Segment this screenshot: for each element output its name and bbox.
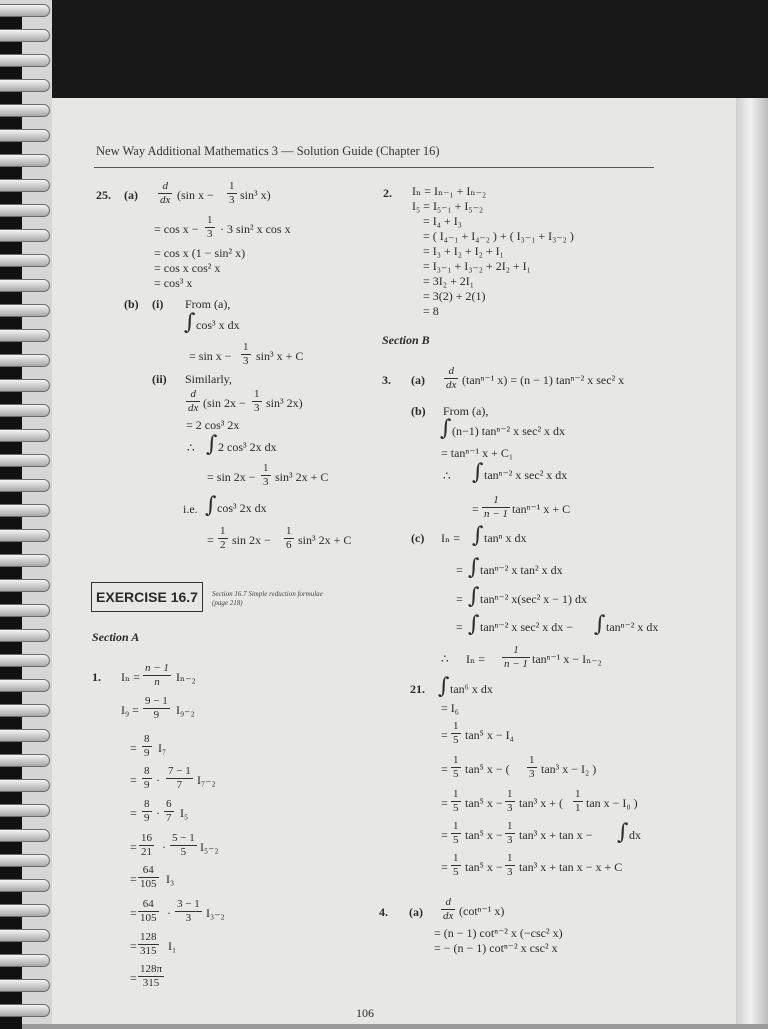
q21-step-4: tan⁵ x − bbox=[465, 796, 503, 810]
dot-operator: · bbox=[167, 906, 171, 920]
q25bii-result: = sin 2x − bbox=[207, 470, 256, 484]
q21-step-5-mid: tan³ x + tan x − bbox=[519, 828, 593, 842]
q2-line-8: = 3(2) + 2(1) bbox=[423, 289, 486, 303]
q3b-step-1: = tanⁿ⁻¹ x + C₁ bbox=[441, 446, 514, 460]
binding-ring bbox=[0, 404, 50, 417]
fraction-8-9: $\frac{8}{9}$ bbox=[144, 733, 150, 759]
binding-gap bbox=[0, 417, 22, 429]
q25a-step-1: = cos x − bbox=[154, 222, 199, 236]
binding-ring bbox=[0, 879, 50, 892]
q25a-step-2: = cos x (1 − sin² x) bbox=[154, 246, 246, 260]
fraction-8-9: $\frac{8}{9}$ bbox=[144, 765, 150, 791]
integral-sign: ∫ bbox=[440, 416, 452, 441]
term-i1: I₁ bbox=[168, 939, 177, 953]
binding-ring bbox=[0, 704, 50, 717]
q25bi-result: = sin x − bbox=[189, 349, 232, 363]
binding-gap bbox=[0, 317, 22, 329]
q21-step-5: tan⁵ x − bbox=[465, 828, 503, 842]
binding-gap bbox=[0, 742, 22, 754]
q3c-line-2: tanⁿ⁻² x tan² x dx bbox=[480, 563, 563, 577]
fraction-1-2: $\frac{1}{2}$ bbox=[220, 525, 226, 551]
binding-ring bbox=[0, 104, 50, 117]
term-i7: I₇ bbox=[158, 741, 167, 755]
integral-expression: cos³ x dx bbox=[196, 318, 240, 332]
q25bii-final-mid: sin 2x − bbox=[232, 533, 271, 547]
q2-number: 2. bbox=[383, 186, 392, 200]
q1-number: 1. bbox=[92, 670, 101, 684]
q3a-expression: (tanⁿ⁻¹ x) = (n − 1) tanⁿ⁻² x sec² x bbox=[462, 373, 625, 387]
term-i3-2: I₃₋₂ bbox=[206, 906, 225, 920]
q4a-step-1: = (n − 1) cotⁿ⁻² x (−csc² x) bbox=[434, 926, 563, 940]
q21-number: 21. bbox=[410, 682, 425, 696]
page-header: New Way Additional Mathematics 3 — Solution Guide (Chapter 16) bbox=[96, 144, 440, 158]
binding-gap bbox=[0, 792, 22, 804]
binding-gap bbox=[0, 867, 22, 879]
q25bii-final-end: sin³ 2x + C bbox=[298, 533, 352, 547]
q2-line-1: Iₙ = Iₙ₋₁ + Iₙ₋₂ bbox=[412, 184, 487, 198]
q25bii-result-end: sin³ 2x + C bbox=[275, 470, 329, 484]
derivative-operator: $\frac{d}{dx}$ bbox=[443, 896, 454, 922]
q1-lhs: Iₙ = bbox=[121, 670, 140, 684]
binding-gap bbox=[0, 117, 22, 129]
binding-gap bbox=[0, 567, 22, 579]
exercise-title-box: EXERCISE 16.7 bbox=[91, 582, 203, 612]
binding-gap bbox=[0, 592, 22, 604]
fraction-16-21: $\frac{16}{21}$ bbox=[141, 832, 152, 858]
fraction-1-5: $\frac{1}{5}$ bbox=[453, 788, 459, 814]
q3c-final-lhs: Iₙ = bbox=[466, 652, 485, 666]
fraction-1-1: $\frac{1}{1}$ bbox=[575, 788, 581, 814]
binding-ring bbox=[0, 354, 50, 367]
fraction-1-over-n-minus-1: $\frac{1}{n - 1}$ bbox=[484, 494, 508, 520]
fraction-8-9: $\frac{8}{9}$ bbox=[144, 798, 150, 824]
fraction-1-over-n-minus-1: $\frac{1}{n - 1}$ bbox=[504, 644, 528, 670]
header-rule bbox=[94, 167, 654, 168]
q1-i9-term: I₉₋₂ bbox=[176, 703, 195, 717]
binding-gap bbox=[0, 942, 22, 954]
q25bii-expression: (sin 2x − bbox=[203, 396, 246, 410]
q3c-lhs: Iₙ = bbox=[441, 531, 460, 545]
binding-ring bbox=[0, 904, 50, 917]
fraction-9-minus-1-over-9: $\frac{9 - 1}{9}$ bbox=[145, 695, 168, 721]
binding-gap bbox=[0, 342, 22, 354]
binding-gap bbox=[0, 542, 22, 554]
equals: = bbox=[130, 806, 137, 820]
q25a-step-4: = cos³ x bbox=[154, 276, 193, 290]
q21-step-1: = I₆ bbox=[441, 701, 459, 715]
binding-gap bbox=[0, 17, 22, 29]
q25bii-step-1: = 2 cos³ 2x bbox=[186, 418, 240, 432]
fraction-7-minus-1-over-7: $\frac{7 - 1}{7}$ bbox=[168, 765, 191, 791]
binding-ring bbox=[0, 129, 50, 142]
q1-term: Iₙ₋₂ bbox=[176, 670, 196, 684]
fraction-1-3: $\frac{1}{3}$ bbox=[207, 214, 213, 240]
binding-ring bbox=[0, 504, 50, 517]
binding-gap bbox=[0, 142, 22, 154]
exercise-reference: Section 16.7 Simple reduction formulae (page 218) bbox=[212, 590, 323, 607]
equals: = bbox=[130, 939, 137, 953]
integral-expression: 2 cos³ 2x dx bbox=[218, 440, 277, 454]
binding-gap bbox=[0, 917, 22, 929]
binding-ring bbox=[0, 154, 50, 167]
derivative-operator: $\frac{d}{dx}$ bbox=[446, 365, 457, 391]
binding-gap bbox=[0, 42, 22, 54]
equals: = bbox=[130, 872, 137, 886]
q21-step-3-end: tan³ x − I₂ ) bbox=[541, 762, 597, 776]
binding-gap bbox=[0, 67, 22, 79]
term-i3: I₃ bbox=[166, 872, 175, 886]
binding-ring bbox=[0, 529, 50, 542]
binding-ring bbox=[0, 854, 50, 867]
integral-sign: ∫ bbox=[472, 460, 484, 485]
binding-gap bbox=[0, 242, 22, 254]
binding-ring bbox=[0, 4, 50, 17]
binding-ring bbox=[0, 579, 50, 592]
q3-part-c: (c) bbox=[411, 531, 425, 545]
q25-part-b-ii: (ii) bbox=[152, 372, 167, 386]
dot-operator: · bbox=[156, 773, 160, 787]
equals: = bbox=[472, 502, 479, 516]
q3b-result: tanⁿ⁻¹ x + C bbox=[512, 502, 571, 516]
integral-sign: ∫ bbox=[468, 584, 480, 609]
q25bi-result-end: sin³ x + C bbox=[256, 349, 304, 363]
equals: = bbox=[441, 762, 448, 776]
q3c-final: tanⁿ⁻¹ x − Iₙ₋₂ bbox=[532, 652, 602, 666]
equals: = bbox=[441, 860, 448, 874]
q21-step-5-end: dx bbox=[629, 828, 641, 842]
binding-gap bbox=[0, 167, 22, 179]
binding-ring bbox=[0, 679, 50, 692]
binding-gap bbox=[0, 517, 22, 529]
binding-ring bbox=[0, 454, 50, 467]
integral-sign: ∫ bbox=[468, 612, 480, 637]
fraction-1-5: $\frac{1}{5}$ bbox=[453, 852, 459, 878]
fraction-1-3: $\frac{1}{3}$ bbox=[254, 388, 260, 414]
q3c-line-3: tanⁿ⁻² x(sec² x − 1) dx bbox=[480, 592, 588, 606]
derivative-operator: $\frac{d}{dx}$ bbox=[160, 180, 171, 206]
term-i7-2: I₇₋₂ bbox=[197, 773, 216, 787]
fraction-1-3: $\frac{1}{3}$ bbox=[243, 341, 249, 367]
binding-ring bbox=[0, 554, 50, 567]
q1-i9-lhs: I₉ = bbox=[121, 703, 139, 717]
page-number: 106 bbox=[356, 1006, 374, 1020]
binding-gap bbox=[0, 767, 22, 779]
integral-sign: ∫ bbox=[472, 523, 484, 548]
integral-sign: ∫ bbox=[468, 555, 480, 580]
binding-ring bbox=[0, 979, 50, 992]
q25a-expression: (sin x − bbox=[177, 188, 214, 202]
therefore-symbol: ∴ bbox=[443, 469, 451, 483]
fraction-6-7: $\frac{6}{7}$ bbox=[166, 798, 172, 824]
binding-ring bbox=[0, 479, 50, 492]
equals: = bbox=[130, 906, 137, 920]
binding-ring bbox=[0, 804, 50, 817]
q2-line-9: = 8 bbox=[423, 304, 439, 318]
equals: = bbox=[441, 796, 448, 810]
integral-sign: ∫ bbox=[206, 432, 218, 457]
q25a-step-3: = cos x cos² x bbox=[154, 261, 221, 275]
q3b-integral: (n−1) tanⁿ⁻² x sec² x dx bbox=[452, 424, 566, 438]
q3-number: 3. bbox=[382, 373, 391, 387]
q2-line-4: = ( I₄₋₁ + I₄₋₂ ) + ( I₃₋₁ + I₃₋₂ ) bbox=[423, 229, 574, 243]
q21-step-6: tan⁵ x − bbox=[465, 860, 503, 874]
binding-gap bbox=[0, 217, 22, 229]
binding-ring bbox=[0, 779, 50, 792]
integral-sign: ∫ bbox=[617, 820, 629, 845]
fraction-1-3: $\frac{1}{3}$ bbox=[507, 788, 513, 814]
binding-ring bbox=[0, 304, 50, 317]
derivative-operator: $\frac{d}{dx}$ bbox=[188, 388, 199, 414]
fraction-5-minus-1-over-5: $\frac{5 - 1}{5}$ bbox=[172, 832, 195, 858]
binding-gap bbox=[0, 667, 22, 679]
fraction-1-5: $\frac{1}{5}$ bbox=[453, 820, 459, 846]
binding-ring bbox=[0, 829, 50, 842]
equals: = bbox=[441, 828, 448, 842]
q2-line-6: = I₃₋₁ + I₃₋₂ + 2I₂ + I₁ bbox=[423, 259, 531, 273]
binding-ring bbox=[0, 229, 50, 242]
q21-step-6-end: tan³ x + tan x − x + C bbox=[519, 860, 623, 874]
q25-part-b-i: (i) bbox=[152, 297, 164, 311]
binding-ring bbox=[0, 929, 50, 942]
binding-gap bbox=[0, 442, 22, 454]
q2-line-3: = I₄ + I₃ bbox=[423, 214, 462, 228]
equals: = bbox=[456, 620, 463, 634]
term-i5: I₅ bbox=[180, 806, 189, 820]
q4-part-a: (a) bbox=[409, 905, 423, 919]
dot-operator: · bbox=[156, 806, 160, 820]
q25-part-b: (b) bbox=[124, 297, 139, 311]
similarly-label: Similarly, bbox=[185, 372, 232, 386]
q3c-line-1: tanⁿ x dx bbox=[484, 531, 527, 545]
binding-gap bbox=[0, 967, 22, 979]
binding-gap bbox=[0, 92, 22, 104]
binding-gap bbox=[0, 642, 22, 654]
binding-ring bbox=[0, 79, 50, 92]
binding-ring bbox=[0, 279, 50, 292]
binding-ring bbox=[0, 754, 50, 767]
equals: = bbox=[441, 728, 448, 742]
integral-sign: ∫ bbox=[205, 493, 217, 518]
section-a-heading: Section A bbox=[92, 630, 140, 644]
q4a-expression: (cotⁿ⁻¹ x) bbox=[459, 904, 505, 918]
q4a-step-2: = − (n − 1) cotⁿ⁻² x csc² x bbox=[434, 941, 558, 955]
from-a-label: From (a), bbox=[185, 297, 231, 311]
q2-line-5: = I₃ + I₂ + I₂ + I₁ bbox=[423, 244, 504, 258]
q3-part-b: (b) bbox=[411, 404, 426, 418]
q25-number: 25. bbox=[96, 188, 111, 202]
binding-gap bbox=[0, 492, 22, 504]
fraction-64-105: $\frac{64}{105}$ bbox=[140, 864, 157, 890]
binding-gap bbox=[0, 1017, 22, 1029]
equals: = bbox=[130, 741, 137, 755]
binding-ring bbox=[0, 204, 50, 217]
binding-gap bbox=[0, 717, 22, 729]
binding-gap bbox=[0, 292, 22, 304]
binding-ring bbox=[0, 379, 50, 392]
q2-line-7: = 3I₂ + 2I₁ bbox=[423, 274, 474, 288]
integral-expression: cos³ 2x dx bbox=[217, 501, 267, 515]
binding-ring bbox=[0, 54, 50, 67]
therefore-symbol: ∴ bbox=[187, 441, 195, 455]
fraction-1-5: $\frac{1}{5}$ bbox=[453, 754, 459, 780]
q25a-expression-end: sin³ x) bbox=[240, 188, 271, 202]
section-b-heading: Section B bbox=[382, 333, 430, 347]
term-i5-2: I₅₋₂ bbox=[200, 840, 219, 854]
binding-gap bbox=[0, 617, 22, 629]
q25bii-final-eq: = bbox=[207, 533, 214, 547]
equals: = bbox=[130, 840, 137, 854]
binding-gap bbox=[0, 842, 22, 854]
q25-part-a: (a) bbox=[124, 188, 138, 202]
fraction-128pi-315: $\frac{128\pi}{315}$ bbox=[140, 963, 163, 989]
binding-gap bbox=[0, 392, 22, 404]
from-a-label: From (a), bbox=[443, 404, 489, 418]
binding-gap bbox=[0, 367, 22, 379]
fraction-1-6: $\frac{1}{6}$ bbox=[286, 525, 292, 551]
ie-label: i.e. bbox=[183, 502, 198, 516]
q3c-line-4-end: tanⁿ⁻² x dx bbox=[606, 620, 659, 634]
q25bii-expression-end: sin³ 2x) bbox=[266, 396, 303, 410]
q25a-step-1-end: · 3 sin² x cos x bbox=[220, 222, 291, 236]
fraction-1-5: $\frac{1}{5}$ bbox=[453, 720, 459, 746]
binding-ring bbox=[0, 654, 50, 667]
scanner-shadow bbox=[52, 0, 768, 98]
binding-ring bbox=[0, 729, 50, 742]
binding-gap bbox=[0, 992, 22, 1004]
q2-line-2: I₅ = I₅₋₁ + I₅₋₂ bbox=[412, 199, 484, 213]
binding-gap bbox=[0, 467, 22, 479]
equals: = bbox=[130, 773, 137, 787]
binding-ring bbox=[0, 29, 50, 42]
q21-integral: tan⁶ x dx bbox=[450, 682, 493, 696]
binding-ring bbox=[0, 954, 50, 967]
binding-gap bbox=[0, 892, 22, 904]
q3-part-a: (a) bbox=[411, 373, 425, 387]
fraction-3-minus-1-over-3: $\frac{3 - 1}{3}$ bbox=[177, 898, 200, 924]
binding-ring bbox=[0, 179, 50, 192]
fraction-1-3: $\frac{1}{3}$ bbox=[529, 754, 535, 780]
binding-ring bbox=[0, 604, 50, 617]
binding-ring bbox=[0, 629, 50, 642]
fraction-1-3: $\frac{1}{3}$ bbox=[263, 462, 269, 488]
fraction-1-3: $\frac{1}{3}$ bbox=[229, 180, 235, 206]
page-edge bbox=[736, 98, 768, 1024]
q21-step-2: tan⁵ x − I₄ bbox=[465, 728, 514, 742]
binding-gap bbox=[0, 192, 22, 204]
equals: = bbox=[130, 971, 137, 985]
binding-ring bbox=[0, 254, 50, 267]
q3b-integral-2: tanⁿ⁻² x sec² x dx bbox=[484, 468, 568, 482]
q3c-line-4: tanⁿ⁻² x sec² x dx − bbox=[480, 620, 574, 634]
binding-ring bbox=[0, 329, 50, 342]
dot-operator: · bbox=[162, 840, 166, 854]
binding-ring bbox=[0, 429, 50, 442]
fraction-128-315: $\frac{128}{315}$ bbox=[140, 931, 157, 957]
fraction-64-105: $\frac{64}{105}$ bbox=[140, 898, 157, 924]
binding-gap bbox=[0, 267, 22, 279]
therefore-symbol: ∴ bbox=[441, 652, 449, 666]
integral-sign: ∫ bbox=[438, 674, 450, 699]
binding-gap bbox=[0, 692, 22, 704]
equals: = bbox=[456, 592, 463, 606]
q4-number: 4. bbox=[379, 905, 388, 919]
q21-step-3: tan⁵ x − ( bbox=[465, 762, 510, 776]
fraction-1-3: $\frac{1}{3}$ bbox=[507, 852, 513, 878]
fraction-1-3: $\frac{1}{3}$ bbox=[507, 820, 513, 846]
integral-sign: ∫ bbox=[594, 612, 606, 637]
binding-gap bbox=[0, 817, 22, 829]
fraction-n-minus-1-over-n: $\frac{n - 1}{n}$ bbox=[145, 662, 169, 688]
equals: = bbox=[456, 563, 463, 577]
integral-sign: ∫ bbox=[184, 310, 196, 335]
q21-step-4-mid: tan³ x + ( bbox=[519, 796, 564, 810]
binding-ring bbox=[0, 1004, 50, 1017]
q21-step-4-end: tan x − I₀ ) bbox=[586, 796, 638, 810]
